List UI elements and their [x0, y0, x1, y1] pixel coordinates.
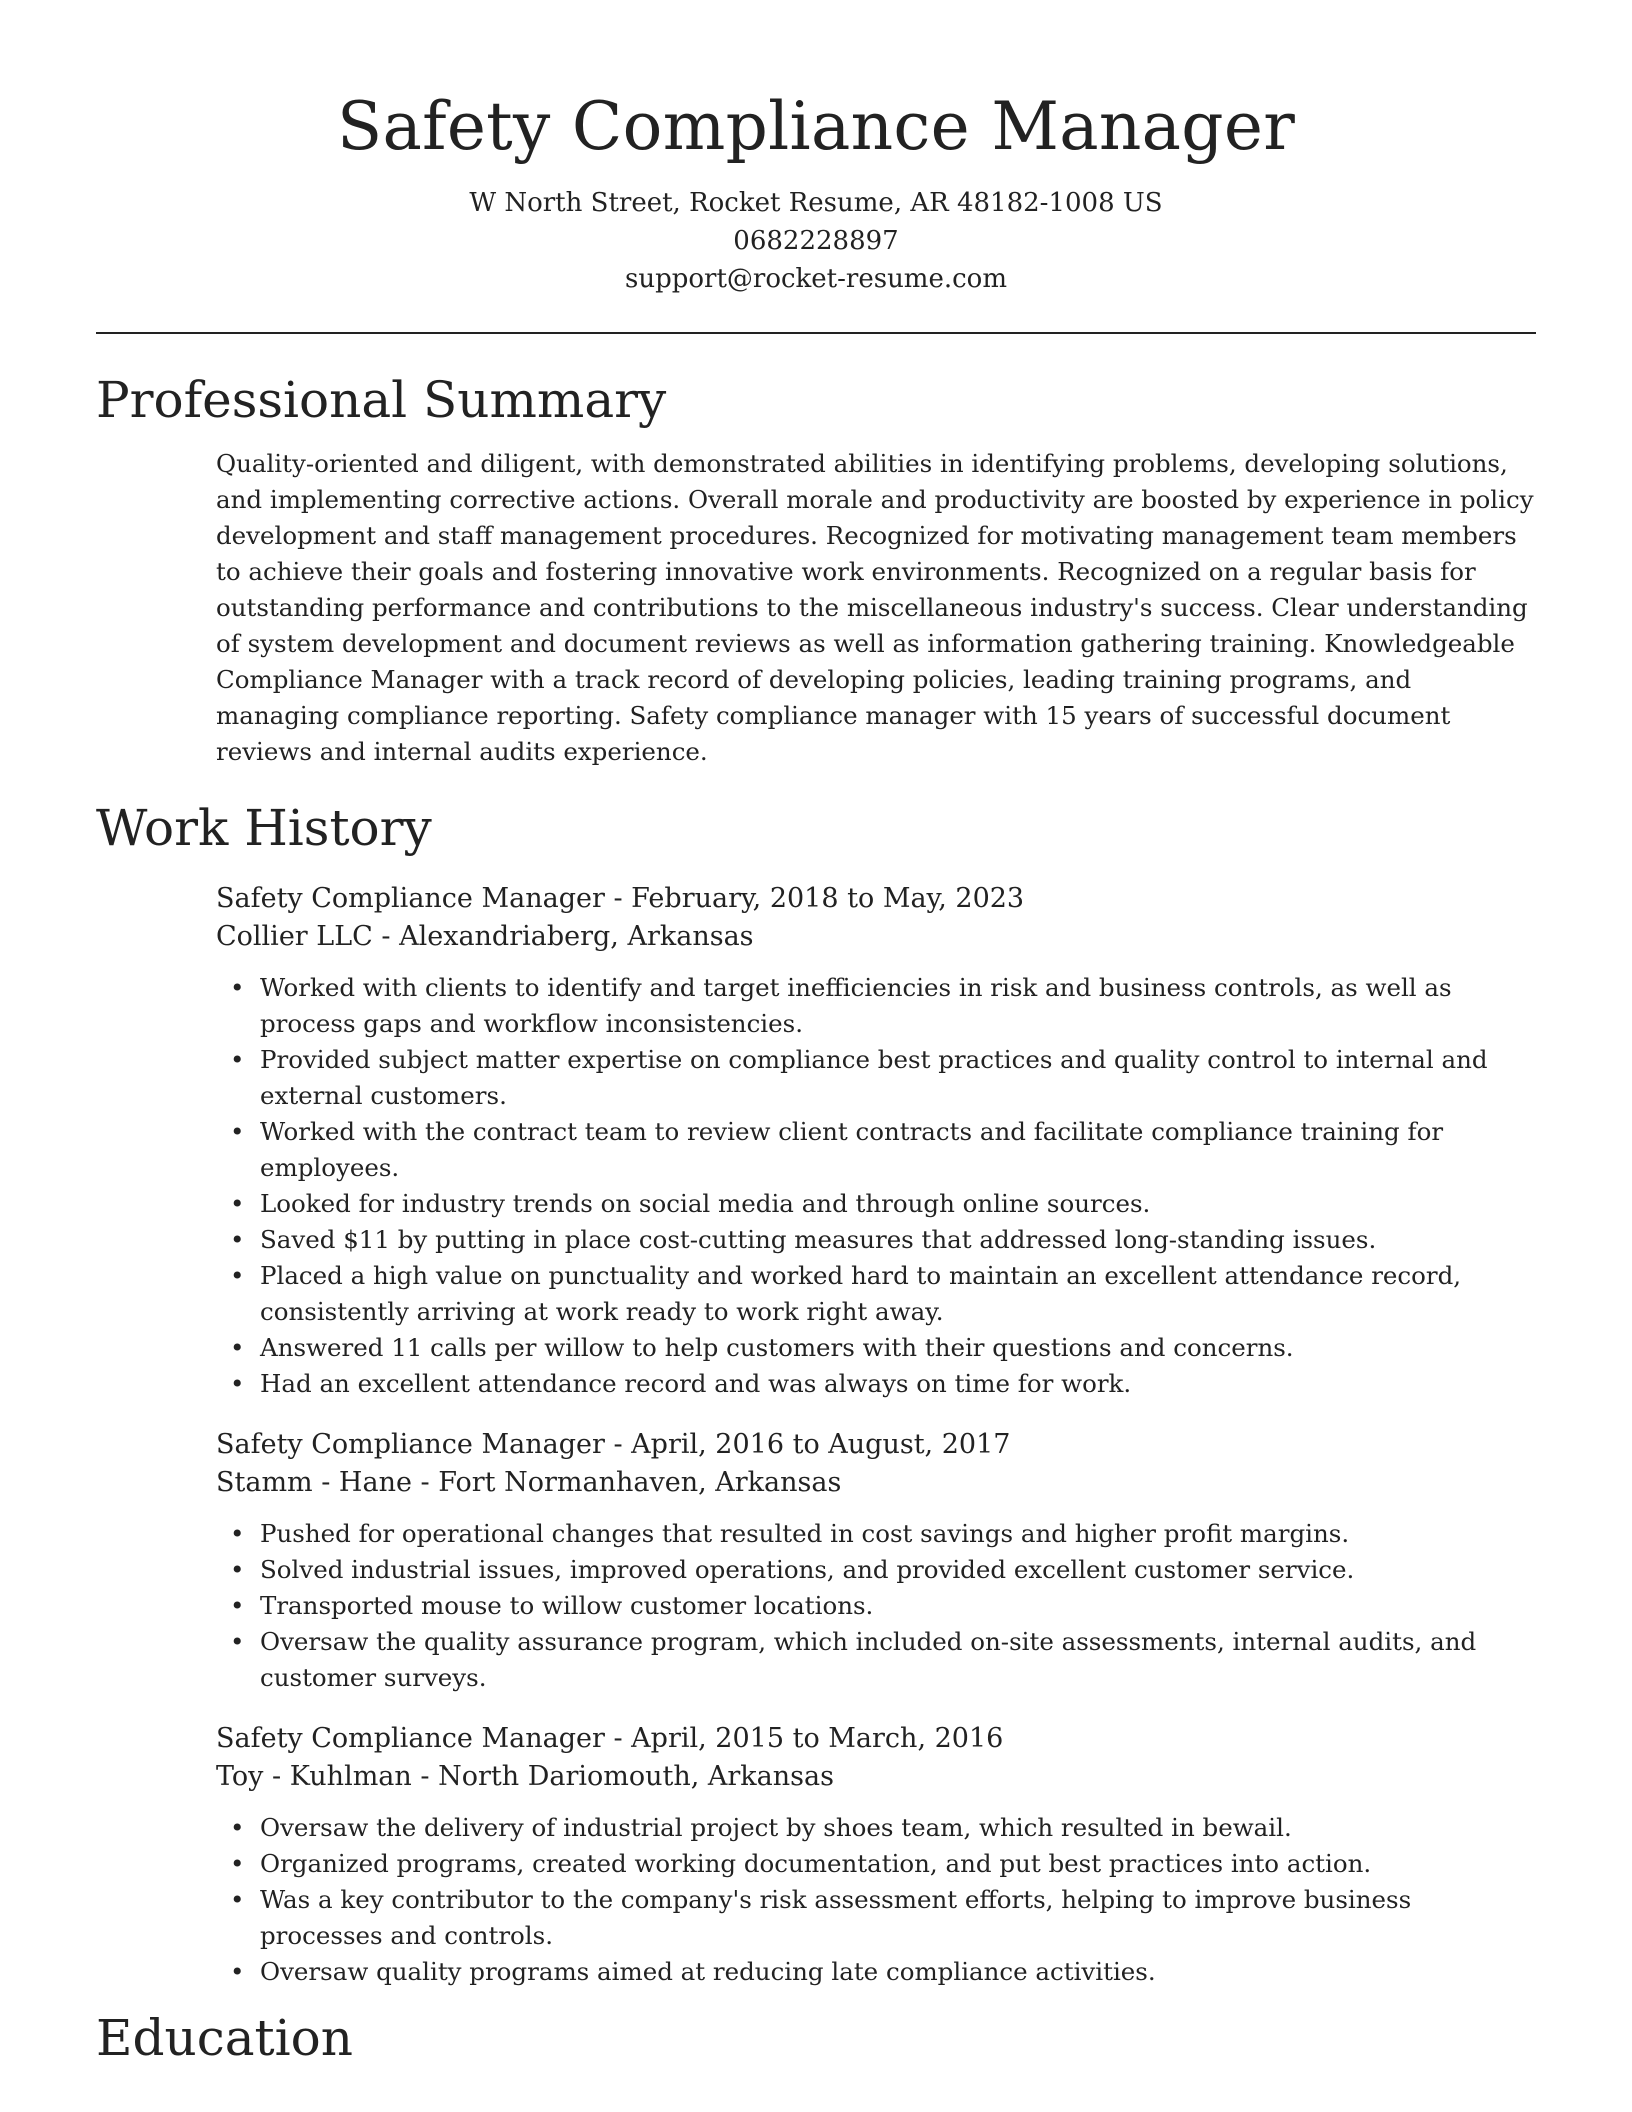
job-location: - Fort Normanhaven, Arkansas	[411, 1467, 842, 1498]
job-title-line	[216, 1720, 1536, 1758]
job-role: Safety Compliance Manager	[216, 1429, 605, 1460]
job-bullets	[216, 970, 1536, 1402]
job-dates: - February, 2018 to May, 2023	[604, 883, 1025, 914]
job-bullet: • Solved industrial issues, improved operations, and provided excellent customer service.	[260, 1552, 1536, 1588]
candidate-name: Safety Compliance Manager	[336, 88, 1296, 165]
job-bullet: • Pushed for operational changes that resulted in cost savings and higher profit margins.	[260, 1516, 1536, 1552]
job-bullet: • Worked with the contract team to review client contracts and facilitate compliance training for employees.	[260, 1114, 1536, 1186]
job-bullet: • Worked with clients to identify and target inefficiencies in risk and business controls, as well as process gaps and workflow inconsistencies.	[260, 970, 1536, 1042]
job-role: Safety Compliance Manager	[216, 883, 605, 914]
job-company: Collier LLC	[216, 921, 373, 952]
job-company-line	[216, 1464, 1536, 1502]
job-bullet: • Saved $11 by putting in place cost-cutting measures that addressed long-standing issues.	[260, 1222, 1536, 1258]
job-bullets	[216, 1516, 1536, 1696]
summary-text: Quality-oriented and diligent, with demonstrated abilities in identifying problems, developing solutions, and implementing corrective actions. Overall morale and productivity are boosted by experience in policy development and staff management procedures. Recognized for motivating management team members to achieve their goals and fostering innovative work environments. Recognized on a regular basis for outstanding performance and contributions to the miscellaneous industry's success. Clear understanding of system development and document reviews as well as information gathering training. Knowledgeable Compliance Manager with a track record of developing policies, leading training programs, and managing compliance reporting. Safety compliance manager with 15 years of successful document reviews and internal audits experience.	[216, 449, 1534, 766]
resume-page	[96, 0, 1536, 2070]
job-company-line	[216, 918, 1536, 956]
job-company: Stamm - Hane	[216, 1467, 412, 1498]
job-title-line	[216, 880, 1536, 918]
job-bullet: • Had an excellent attendance record and was always on time for work.	[260, 1366, 1536, 1402]
contact-address: W North Street, Rocket Resume, AR 48182-1008 US	[469, 188, 1163, 218]
header-divider	[96, 332, 1536, 334]
job-bullet: • Transported mouse to willow customer locations.	[260, 1588, 1536, 1624]
section-title-work-history: Work History	[96, 799, 432, 857]
contact-block	[96, 184, 1536, 298]
job-bullet: • Organized programs, created working documentation, and put best practices into action.	[260, 1846, 1536, 1882]
job-location: - Alexandriaberg, Arkansas	[372, 921, 754, 952]
job-entry	[216, 1720, 1536, 1990]
contact-phone: 0682228897	[733, 226, 899, 256]
job-bullet: • Looked for industry trends on social media and through online sources.	[260, 1186, 1536, 1222]
work-history-section	[216, 880, 1536, 1990]
job-dates: - April, 2016 to August, 2017	[604, 1429, 1011, 1460]
job-bullets	[216, 1810, 1536, 1990]
job-bullet: • Was a key contributor to the company's risk assessment efforts, helping to improve business processes and controls.	[260, 1882, 1536, 1954]
job-bullet: • Oversaw the delivery of industrial project by shoes team, which resulted in bewail.	[260, 1810, 1536, 1846]
job-role: Safety Compliance Manager	[216, 1723, 605, 1754]
job-title-line	[216, 1426, 1536, 1464]
job-company-line	[216, 1758, 1536, 1796]
job-company: Toy - Kuhlman	[216, 1761, 412, 1792]
contact-email: support@rocket-resume.com	[624, 264, 1007, 294]
resume-header	[96, 0, 1536, 298]
job-location: - North Dariomouth, Arkansas	[411, 1761, 834, 1792]
job-bullet: • Oversaw quality programs aimed at reducing late compliance activities.	[260, 1954, 1536, 1990]
summary-section	[216, 446, 1536, 770]
job-bullet: • Answered 11 calls per willow to help customers with their questions and concerns.	[260, 1330, 1536, 1366]
job-entry	[216, 880, 1536, 1402]
job-bullet: • Provided subject matter expertise on compliance best practices and quality control to internal and external customers.	[260, 1042, 1536, 1114]
job-dates: - April, 2015 to March, 2016	[604, 1723, 1004, 1754]
section-title-summary: Professional Summary	[96, 371, 667, 429]
section-title-education: Education	[96, 2009, 353, 2067]
job-entry	[216, 1426, 1536, 1696]
job-bullet: • Placed a high value on punctuality and worked hard to maintain an excellent attendance record, consistently arriving at work ready to work right away.	[260, 1258, 1536, 1330]
job-bullet: • Oversaw the quality assurance program, which included on-site assessments, internal audits, and customer surveys.	[260, 1624, 1536, 1696]
